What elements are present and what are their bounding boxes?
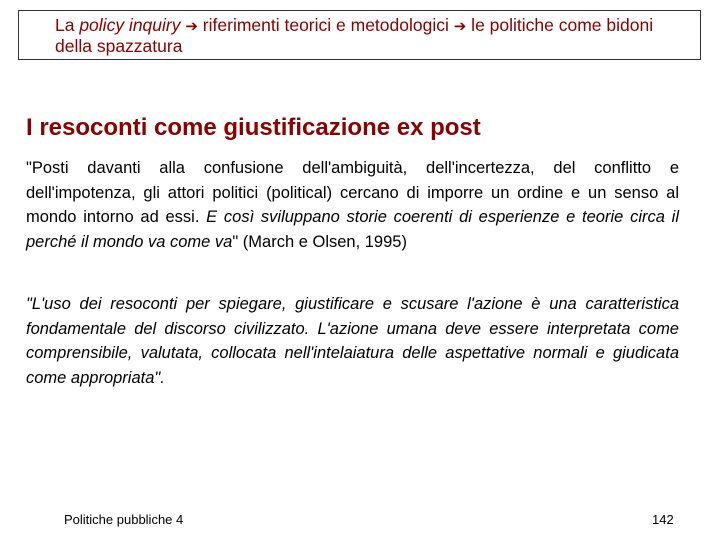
footer-left: Politiche pubbliche 4 xyxy=(64,512,184,527)
quote2-open: " xyxy=(26,295,32,313)
quote2-text: L'uso dei resoconti per spiegare, giustificare e scusare l'azione è una caratteristica fondamentale del discorso civilizzato. L'azione umana deve essere interpretata come comprensibile, valutata, collocata nell'intelaiatura delle aspettative normali e giudicata come appropriata xyxy=(26,295,679,387)
page-number: 142 xyxy=(652,512,674,527)
arrow-right-icon: ➔ xyxy=(185,17,198,35)
header-box xyxy=(18,10,701,60)
quote2-close: ". xyxy=(154,368,165,387)
header-text-1: La xyxy=(55,15,80,35)
quote1-italic: E così sviluppano storie coerenti di esperienze e teorie circa il perché il mondo va come va xyxy=(26,208,679,251)
arrow-right-icon: ➔ xyxy=(453,17,467,35)
quote-paragraph-2 xyxy=(26,292,679,390)
slide-title: I resoconti come giustificazione ex post xyxy=(26,114,481,141)
header-italic: policy inquiry xyxy=(79,15,181,35)
quote1-text-b: " (March e Olsen, 1995) xyxy=(232,232,407,251)
header-text-3: riferimenti teorici e metodologici xyxy=(197,15,454,35)
quote1-text-a: "Posti davanti alla confusione dell'ambiguità, dell'incertezza, del conflitto e dell'impotenza, gli attori politici (political) cercano di imporre un ordine e un senso al mondo intorno ad essi. xyxy=(26,159,679,226)
quote-paragraph-1 xyxy=(26,156,679,254)
header-text-4: le politiche come bidoni della spazzatura xyxy=(55,15,654,56)
